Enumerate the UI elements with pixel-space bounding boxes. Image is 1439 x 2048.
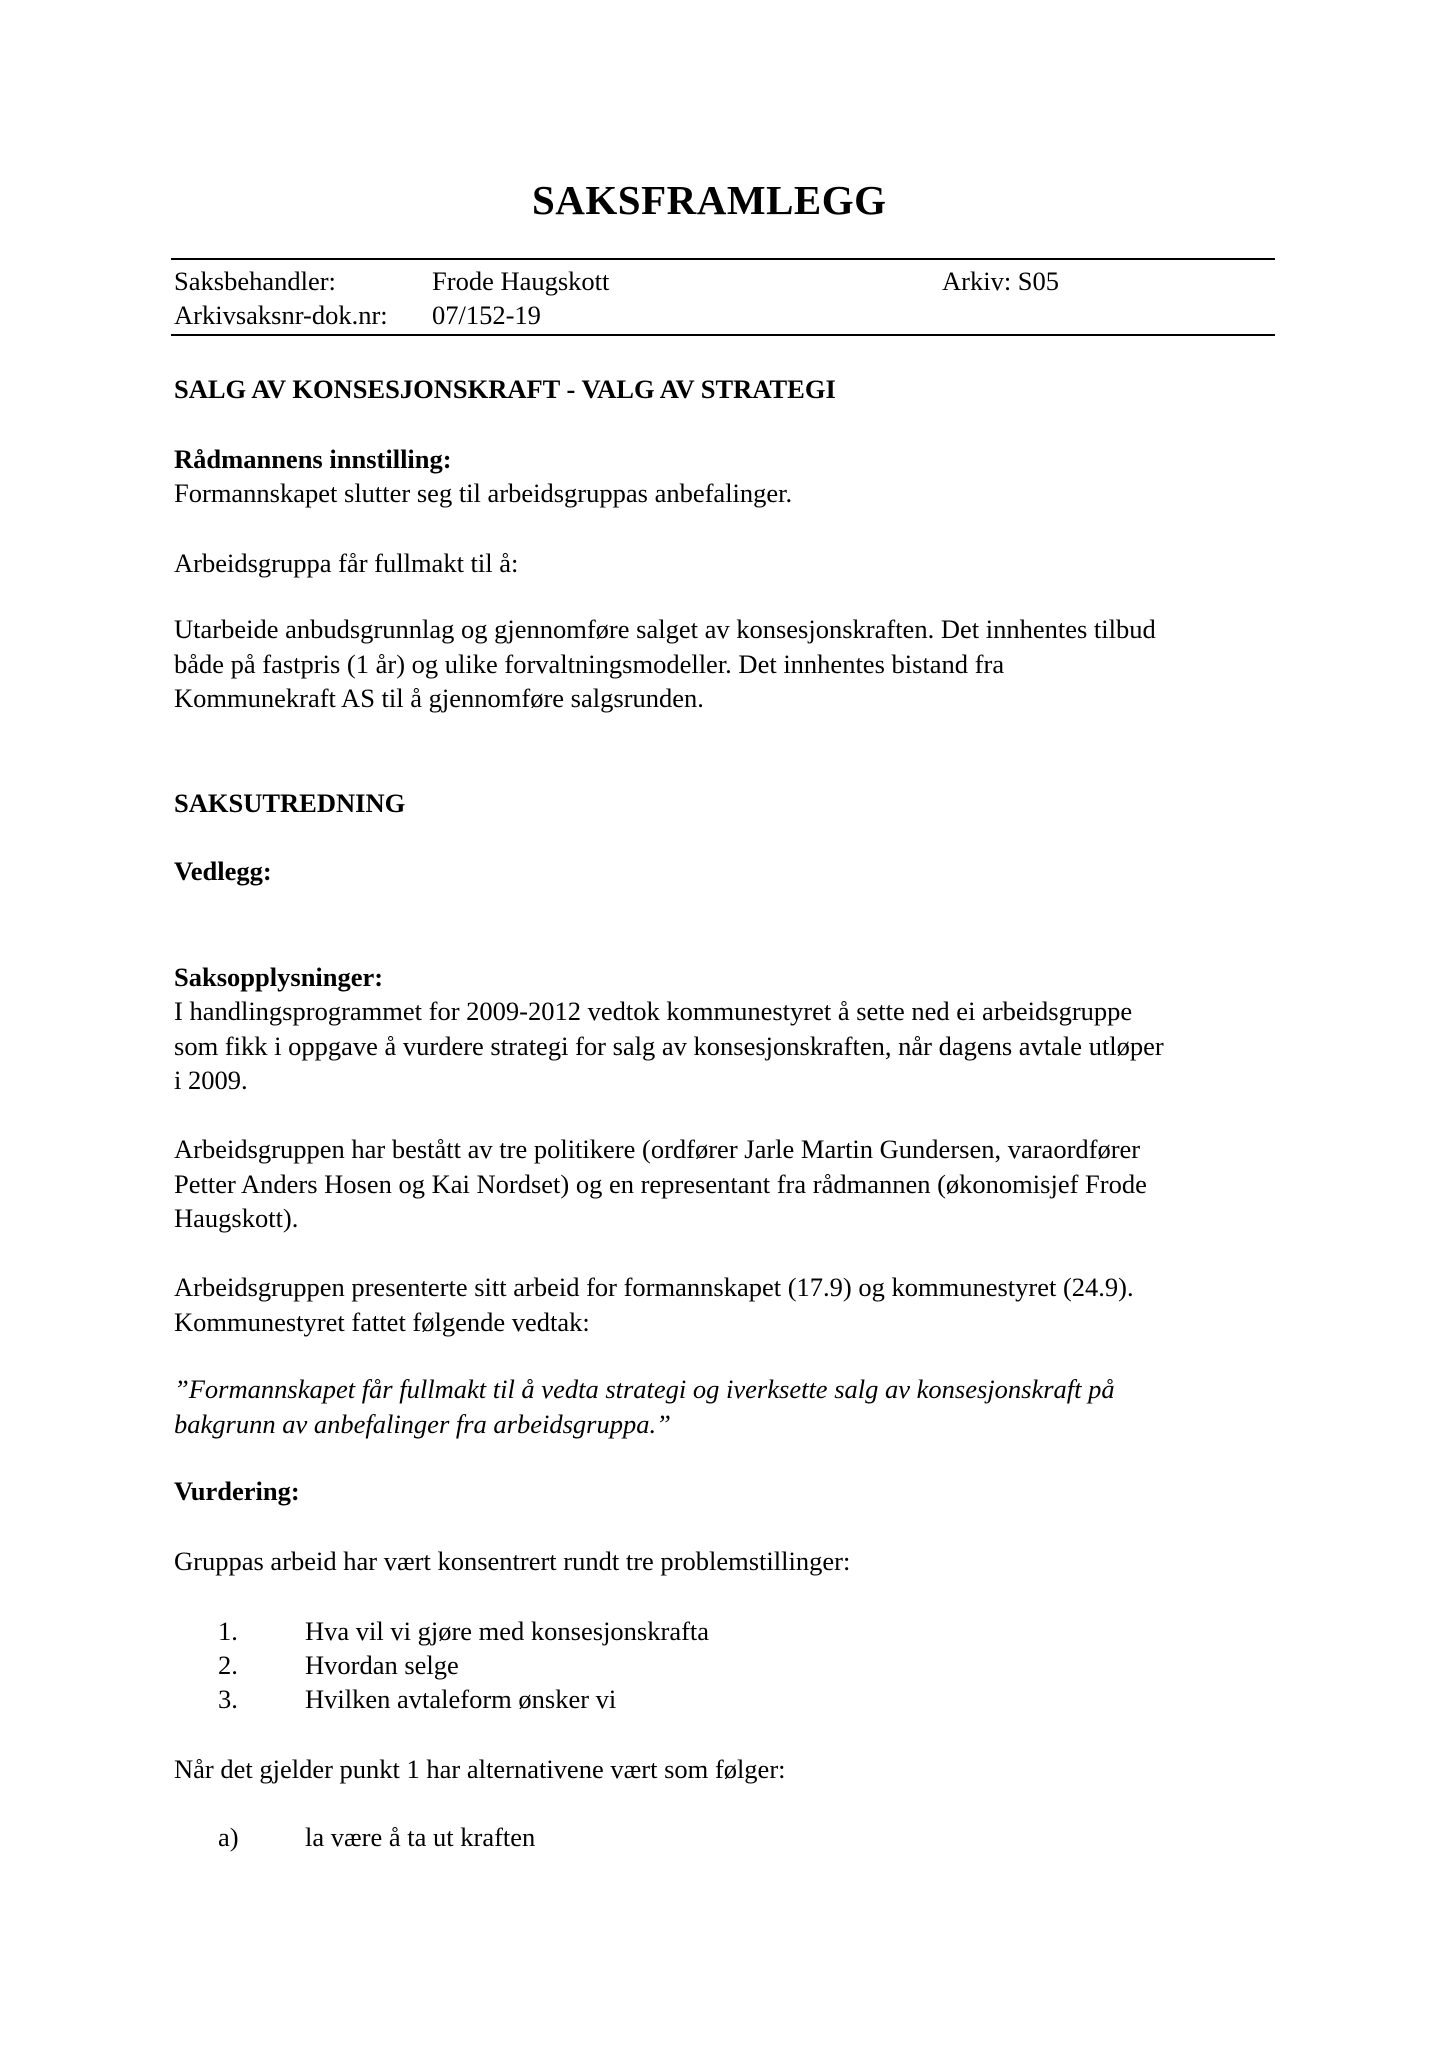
paragraph-line: Utarbeide anbudsgrunnlag og gjennomføre salget av konsesjonskraften. Det innhentes tilbud: [174, 614, 1156, 644]
paragraph-line: Arbeidsgruppen har bestått av tre politikere (ordfører Jarle Martin Gundersen, varaordfører: [174, 1134, 1141, 1164]
quote-line: ”Formannskapet får fullmakt til å vedta strategi og iverksette salg av konsesjonskraft på: [174, 1374, 1115, 1404]
mandate-paragraph: [174, 612, 1284, 716]
council-decision-quote: [174, 1372, 1284, 1441]
archive-case-number-value: 07/152-19: [432, 300, 541, 330]
archive-case-number-label: Arkivsaksnr-dok.nr:: [174, 300, 388, 330]
quote-line: bakgrunn av anbefalinger fra arbeidsgruppa.”: [174, 1408, 671, 1439]
case-information-paragraph-1: [174, 994, 1284, 1098]
list-item-text: Hvordan selge: [305, 1650, 459, 1680]
alternative-text: la være å ta ut kraften: [305, 1822, 536, 1852]
saksbehandler-label: Saksbehandler:: [174, 266, 336, 296]
list-item-number: 3.: [218, 1684, 238, 1714]
header-top-rule: [171, 258, 1275, 260]
recommendation-heading: Rådmannens innstilling:: [174, 444, 452, 474]
paragraph-line: I handlingsprogrammet for 2009-2012 vedtok kommunestyret å sette ned ei arbeidsgruppe: [174, 996, 1133, 1026]
saksbehandler-value: Frode Haugskott: [432, 266, 610, 296]
assessment-heading: Vurdering:: [174, 1476, 300, 1506]
list-item-number: 2.: [218, 1650, 238, 1680]
paragraph-line: Haugskott).: [174, 1203, 299, 1233]
attachments-heading: Vedlegg:: [174, 856, 272, 886]
list-item-number: 1.: [218, 1616, 238, 1646]
case-title: SALG AV KONSESJONSKRAFT - VALG AV STRATEGI: [174, 374, 836, 404]
paragraph-line: som fikk i oppgave å vurdere strategi for salg av konsesjonskraften, når dagens avtale utløper: [174, 1030, 1164, 1061]
document-title: SAKSFRAMLEGG: [532, 177, 887, 223]
paragraph-line: Kommunestyret fattet følgende vedtak:: [174, 1306, 590, 1337]
mandate-line: Arbeidsgruppa får fullmakt til å:: [174, 548, 519, 578]
paragraph-line: i 2009.: [174, 1065, 248, 1095]
alternatives-intro: Når det gjelder punkt 1 har alternativene vært som følger:: [174, 1754, 786, 1784]
list-item-text: Hva vil vi gjøre med konsesjonskrafta: [305, 1616, 710, 1646]
case-information-paragraph-2: [174, 1132, 1284, 1236]
header-bottom-rule: [171, 334, 1275, 336]
assessment-intro: Gruppas arbeid har vært konsentrert rundt tre problemstillinger:: [174, 1546, 851, 1576]
case-information-paragraph-3: [174, 1270, 1284, 1339]
list-item-text: Hvilken avtaleform ønsker vi: [305, 1684, 617, 1714]
paragraph-line: Arbeidsgruppen presenterte sitt arbeid for formannskapet (17.9) og kommunestyret (24.9).: [174, 1272, 1134, 1302]
archive-code: Arkiv: S05: [942, 266, 1060, 296]
saksutredning-heading: SAKSUTREDNING: [174, 788, 406, 818]
paragraph-line: både på fastpris (1 år) og ulike forvaltningsmodeller. Det innhentes bistand fra: [174, 648, 1005, 679]
case-information-heading: Saksopplysninger:: [174, 962, 384, 992]
paragraph-line: Kommunekraft AS til å gjennomføre salgsrunden.: [174, 683, 704, 713]
paragraph-line: Petter Anders Hosen og Kai Nordset) og en representant fra rådmannen (økonomisjef Frode: [174, 1168, 1147, 1199]
recommendation-line: Formannskapet slutter seg til arbeidsgruppas anbefalinger.: [174, 478, 793, 508]
alternative-label: a): [218, 1822, 239, 1852]
